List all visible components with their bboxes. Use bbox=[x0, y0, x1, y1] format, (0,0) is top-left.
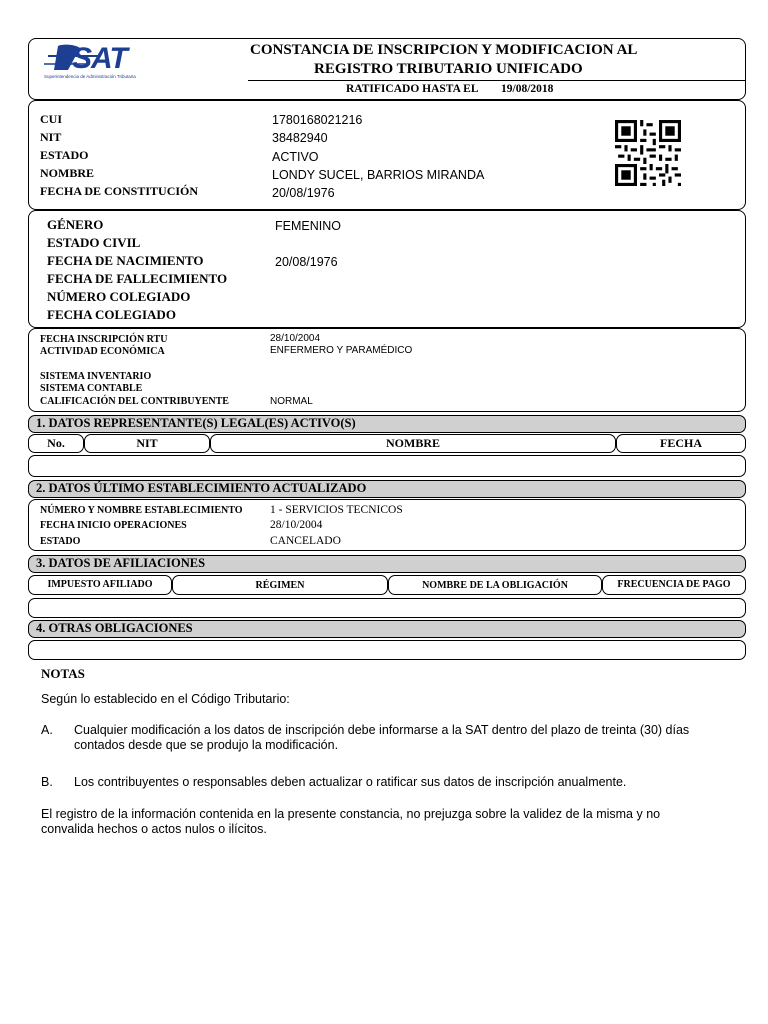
col-no: No. bbox=[28, 434, 84, 453]
fecha-inscripcion-value: 28/10/2004 bbox=[270, 333, 321, 344]
logo-text: SAT bbox=[72, 42, 127, 75]
fecha-fallecimiento-label: FECHA DE FALLECIMIENTO bbox=[47, 271, 228, 286]
fecha-inicio-label: FECHA INICIO OPERACIONES bbox=[40, 520, 187, 531]
section1-empty-row bbox=[28, 455, 746, 477]
establecimiento-label: NÚMERO Y NOMBRE ESTABLECIMIENTO bbox=[40, 505, 243, 516]
note-a-line1: Cualquier modificación a los datos de inscripción debe informarse a la SAT dentro del plazo de treinta (30) días bbox=[74, 723, 690, 737]
fecha-nacimiento-value: 20/08/1976 bbox=[275, 255, 338, 269]
cui-label: CUI bbox=[40, 112, 63, 126]
note-a-marker: A. bbox=[41, 723, 53, 737]
sistema-contable-label: SISTEMA CONTABLE bbox=[40, 383, 143, 394]
col-impuesto: IMPUESTO AFILIADO bbox=[28, 575, 172, 595]
notes-closing-line1: El registro de la información contenida en la presente constancia, no prejuzga sobre la validez de la misma y no bbox=[41, 807, 661, 821]
cui-value: 1780168021216 bbox=[272, 113, 363, 127]
col-frecuencia: FRECUENCIA DE PAGO bbox=[602, 575, 746, 595]
qr-code-icon bbox=[615, 120, 681, 186]
notes-intro: Según lo establecido en el Código Tributario: bbox=[41, 692, 290, 706]
section1-title: 1. DATOS REPRESENTANTE(S) LEGAL(ES) ACTIVO(S) bbox=[28, 415, 746, 433]
estado-value: ACTIVO bbox=[272, 150, 319, 164]
fecha-constitucion-label: FECHA DE CONSTITUCIÓN bbox=[40, 184, 199, 198]
nit-label: NIT bbox=[40, 130, 62, 144]
title-divider bbox=[248, 80, 746, 81]
notes-closing-line2: convalida hechos o actos nulos o ilícitos. bbox=[41, 822, 267, 836]
estado-civil-label: ESTADO CIVIL bbox=[47, 235, 141, 250]
title-line2: REGISTRO TRIBUTARIO UNIFICADO bbox=[314, 61, 583, 77]
logo-subtext: Superintendencia de Administración Tributaria bbox=[44, 74, 136, 79]
section3-title: 3. DATOS DE AFILIACIONES bbox=[28, 555, 746, 573]
actividad-label: ACTIVIDAD ECONÓMICA bbox=[40, 346, 165, 357]
notes-heading: NOTAS bbox=[41, 666, 85, 681]
fecha-inscripcion-label: FECHA INSCRIPCIÓN RTU bbox=[40, 334, 168, 345]
fecha-nacimiento-label: FECHA DE NACIMIENTO bbox=[47, 253, 204, 268]
section3-empty-row bbox=[28, 598, 746, 618]
nombre-value: LONDY SUCEL, BARRIOS MIRANDA bbox=[272, 168, 485, 182]
calificacion-label: CALIFICACIÓN DEL CONTRIBUYENTE bbox=[40, 396, 229, 407]
establecimiento-estado-label: ESTADO bbox=[40, 536, 81, 547]
nombre-label: NOMBRE bbox=[40, 166, 94, 180]
section2-title: 2. DATOS ÚLTIMO ESTABLECIMIENTO ACTUALIZADO bbox=[28, 480, 746, 498]
col-obligacion: NOMBRE DE LA OBLIGACIÓN bbox=[388, 575, 602, 595]
title-line1: CONSTANCIA DE INSCRIPCION Y MODIFICACION AL bbox=[250, 42, 638, 58]
actividad-value: ENFERMERO Y PARAMÉDICO bbox=[270, 345, 413, 356]
col-nombre: NOMBRE bbox=[210, 434, 616, 453]
note-b-marker: B. bbox=[41, 775, 53, 789]
ratified-date: 19/08/2018 bbox=[501, 83, 554, 95]
establecimiento-estado-value: CANCELADO bbox=[270, 535, 341, 547]
note-a-line2: contados desde que se produjo la modificación. bbox=[74, 738, 339, 752]
genero-label: GÉNERO bbox=[47, 217, 104, 232]
sistema-inventario-label: SISTEMA INVENTARIO bbox=[40, 371, 152, 382]
ratified-label: RATIFICADO HASTA EL bbox=[346, 83, 479, 95]
estado-label: ESTADO bbox=[40, 148, 89, 162]
col-fecha: FECHA bbox=[616, 434, 746, 453]
establecimiento-value: 1 - SERVICIOS TECNICOS bbox=[270, 504, 403, 516]
section4-title: 4. OTRAS OBLIGACIONES bbox=[28, 620, 746, 638]
genero-value: FEMENINO bbox=[275, 219, 341, 233]
calificacion-value: NORMAL bbox=[270, 396, 313, 407]
section4-empty-row bbox=[28, 640, 746, 660]
fecha-constitucion-value: 20/08/1976 bbox=[272, 186, 335, 200]
note-b-text: Los contribuyentes o responsables deben actualizar o ratificar sus datos de inscripción anualmente. bbox=[74, 775, 627, 789]
fecha-inicio-value: 28/10/2004 bbox=[270, 519, 323, 531]
col-nit: NIT bbox=[84, 434, 210, 453]
col-regimen: RÉGIMEN bbox=[172, 575, 388, 595]
numero-colegiado-label: NÚMERO COLEGIADO bbox=[47, 289, 191, 304]
nit-value: 38482940 bbox=[272, 131, 328, 145]
fecha-colegiado-label: FECHA COLEGIADO bbox=[47, 307, 176, 322]
